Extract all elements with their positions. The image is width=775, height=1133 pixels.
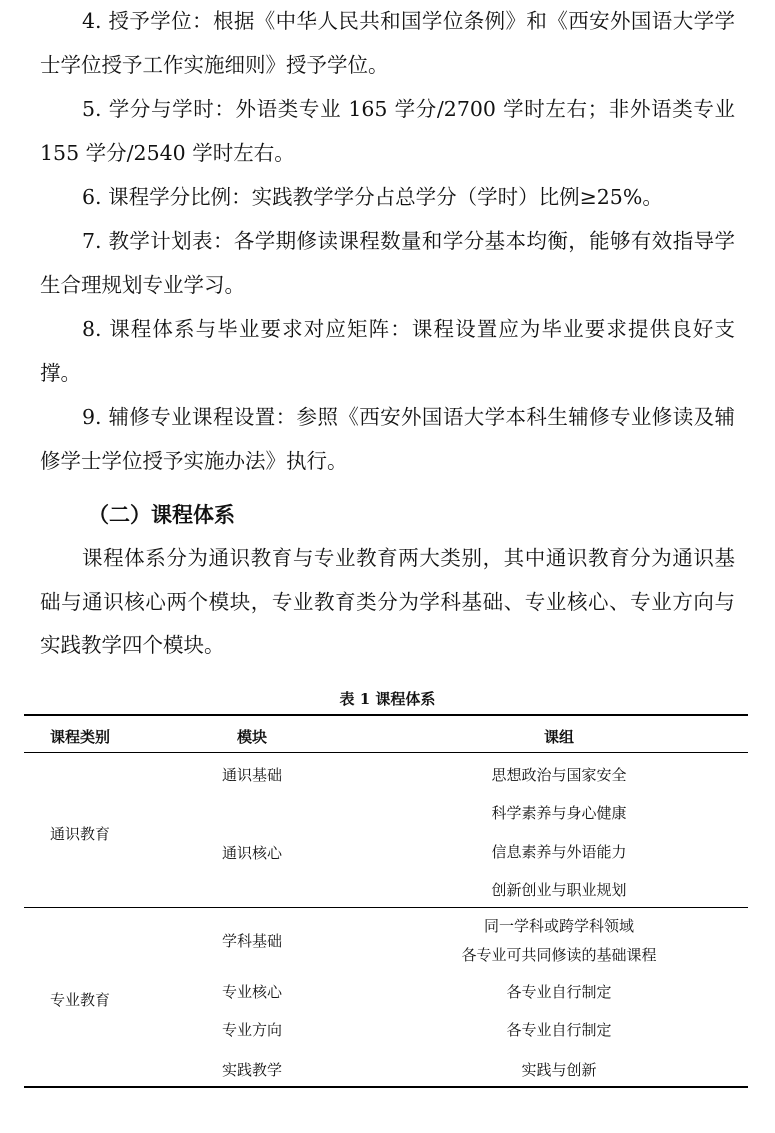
table-bottom-rule [24, 1086, 748, 1088]
header-module: 模块 [237, 728, 268, 746]
paragraph-curriculum-system: 课程体系分为通识教育与专业教育两大类别，其中通识教育分为通识基础与通识核心两个模块，专业教育类分为学科基础、专业核心、专业方向与实践教学四个模块。 [40, 546, 735, 657]
category-professional-education: 专业教育 [50, 991, 111, 1009]
paragraph-minor: 9. 辅修专业课程设置：参照《西安外国语大学本科生辅修专业修读及辅修学士学位授予实施办法》执行。 [40, 405, 735, 473]
course-group-row: 科学素养与身心健康 [491, 804, 627, 822]
course-group-row: 创新创业与职业规划 [491, 881, 627, 899]
course-group-row: 各专业自行制定 [506, 983, 612, 1001]
paragraph-degree: 4. 授予学位：根据《中华人民共和国学位条例》和《西安外国语大学学士学位授予工作实施细则》授予学位。 [40, 9, 735, 77]
module-general-core: 通识核心 [222, 844, 283, 862]
course-group-row: 思想政治与国家安全 [491, 766, 627, 784]
course-group-row: 同一学科或跨学科领域 [483, 917, 634, 935]
module-general-foundation: 通识基础 [222, 766, 283, 784]
paragraph-credits: 5. 学分与学时：外语类专业 165 学分/2700 学时左右；非外语类专业 155 学分/2540 学时左右。 [40, 97, 735, 165]
course-group-row: 各专业自行制定 [506, 1021, 612, 1039]
course-group-row: 各专业可共同修读的基础课程 [461, 946, 657, 964]
table-group-rule [24, 907, 748, 908]
module-discipline-foundation: 学科基础 [222, 932, 283, 950]
module-practice-teaching: 实践教学 [222, 1061, 283, 1079]
category-general-education: 通识教育 [50, 825, 111, 843]
header-course-group: 课组 [543, 728, 574, 746]
table-top-rule [24, 714, 748, 716]
curriculum-table [24, 714, 748, 1087]
table-caption: 表 1 课程体系 [339, 690, 436, 708]
paragraph-credit-ratio: 6. 课程学分比例：实践教学学分占总学分（学时）比例≥25%。 [82, 185, 663, 209]
header-category: 课程类别 [50, 728, 111, 746]
table-header-rule [24, 752, 748, 753]
paragraph-teaching-plan: 7. 教学计划表：各学期修读课程数量和学分基本均衡，能够有效指导学生合理规划专业学习。 [40, 229, 735, 297]
section-heading: （二）课程体系 [88, 502, 235, 527]
module-professional-direction: 专业方向 [222, 1021, 283, 1039]
course-group-row: 实践与创新 [521, 1061, 597, 1079]
course-group-row: 信息素养与外语能力 [491, 843, 627, 861]
paragraph-matrix: 8. 课程体系与毕业要求对应矩阵：课程设置应为毕业要求提供良好支撑。 [40, 317, 735, 385]
module-professional-core: 专业核心 [222, 983, 283, 1001]
